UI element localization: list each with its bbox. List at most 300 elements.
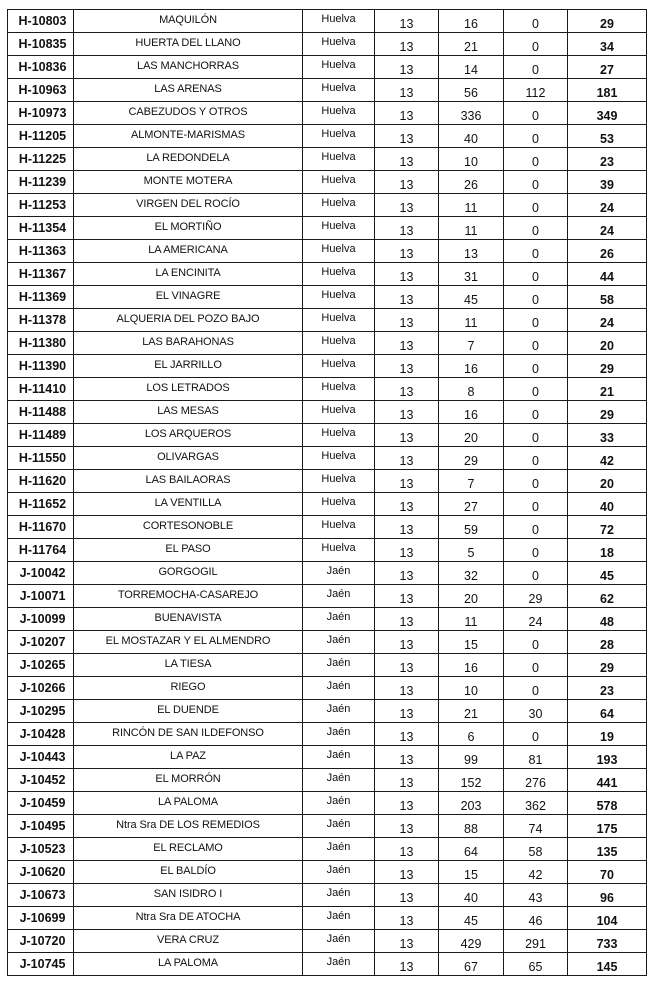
province-cell: Jaén (303, 585, 375, 608)
name-cell: ALMONTE-MARISMAS (74, 125, 303, 148)
value-a-cell: 13 (375, 263, 439, 286)
value-a-cell: 13 (375, 424, 439, 447)
value-c-cell: 0 (504, 516, 568, 539)
code-cell: H-10803 (8, 10, 74, 33)
table-row (8, 424, 647, 447)
name-cell: LA PALOMA (74, 953, 303, 976)
table-row (8, 539, 647, 562)
province-cell: Huelva (303, 355, 375, 378)
code-cell: J-10266 (8, 677, 74, 700)
total-cell: 29 (568, 401, 647, 424)
code-cell: H-11410 (8, 378, 74, 401)
value-a-cell: 13 (375, 562, 439, 585)
value-a-cell: 13 (375, 815, 439, 838)
value-b-cell: 13 (439, 240, 504, 263)
value-c-cell: 29 (504, 585, 568, 608)
name-cell: LA ENCINITA (74, 263, 303, 286)
value-a-cell: 13 (375, 217, 439, 240)
value-b-cell: 20 (439, 424, 504, 447)
name-cell: CORTESONOBLE (74, 516, 303, 539)
total-cell: 29 (568, 10, 647, 33)
total-cell: 23 (568, 677, 647, 700)
value-a-cell: 13 (375, 286, 439, 309)
total-cell: 44 (568, 263, 647, 286)
table-row (8, 355, 647, 378)
province-cell: Huelva (303, 194, 375, 217)
table-row (8, 102, 647, 125)
value-a-cell: 13 (375, 148, 439, 171)
province-cell: Jaén (303, 723, 375, 746)
value-a-cell: 13 (375, 447, 439, 470)
name-cell: EL VINAGRE (74, 286, 303, 309)
name-cell: LAS MESAS (74, 401, 303, 424)
table-row (8, 700, 647, 723)
table-row (8, 56, 647, 79)
total-cell: 39 (568, 171, 647, 194)
province-cell: Jaén (303, 608, 375, 631)
value-b-cell: 15 (439, 631, 504, 654)
value-a-cell: 13 (375, 378, 439, 401)
value-c-cell: 0 (504, 631, 568, 654)
data-table (7, 9, 647, 976)
name-cell: RIEGO (74, 677, 303, 700)
value-a-cell: 13 (375, 56, 439, 79)
value-a-cell: 13 (375, 355, 439, 378)
code-cell: H-11363 (8, 240, 74, 263)
total-cell: 175 (568, 815, 647, 838)
total-cell: 26 (568, 240, 647, 263)
table-row (8, 631, 647, 654)
table-row (8, 769, 647, 792)
code-cell: H-11239 (8, 171, 74, 194)
province-cell: Huelva (303, 148, 375, 171)
total-cell: 441 (568, 769, 647, 792)
value-a-cell: 13 (375, 125, 439, 148)
province-cell: Huelva (303, 286, 375, 309)
total-cell: 42 (568, 447, 647, 470)
value-c-cell: 0 (504, 125, 568, 148)
value-c-cell: 0 (504, 56, 568, 79)
value-b-cell: 16 (439, 10, 504, 33)
total-cell: 58 (568, 286, 647, 309)
code-cell: H-11205 (8, 125, 74, 148)
code-cell: H-10973 (8, 102, 74, 125)
total-cell: 20 (568, 332, 647, 355)
total-cell: 96 (568, 884, 647, 907)
value-a-cell: 13 (375, 401, 439, 424)
value-c-cell: 46 (504, 907, 568, 930)
total-cell: 349 (568, 102, 647, 125)
name-cell: HUERTA DEL LLANO (74, 33, 303, 56)
province-cell: Huelva (303, 102, 375, 125)
value-c-cell: 0 (504, 424, 568, 447)
value-c-cell: 0 (504, 148, 568, 171)
province-cell: Jaén (303, 884, 375, 907)
code-cell: H-11488 (8, 401, 74, 424)
value-b-cell: 14 (439, 56, 504, 79)
code-cell: J-10699 (8, 907, 74, 930)
code-cell: H-11380 (8, 332, 74, 355)
code-cell: H-11550 (8, 447, 74, 470)
value-c-cell: 362 (504, 792, 568, 815)
value-b-cell: 67 (439, 953, 504, 976)
province-cell: Huelva (303, 470, 375, 493)
table-row (8, 746, 647, 769)
table-row (8, 447, 647, 470)
name-cell: LA AMERICANA (74, 240, 303, 263)
table-row (8, 608, 647, 631)
total-cell: 33 (568, 424, 647, 447)
value-c-cell: 24 (504, 608, 568, 631)
value-b-cell: 152 (439, 769, 504, 792)
province-cell: Jaén (303, 815, 375, 838)
value-c-cell: 0 (504, 401, 568, 424)
total-cell: 29 (568, 654, 647, 677)
value-b-cell: 45 (439, 286, 504, 309)
name-cell: LA VENTILLA (74, 493, 303, 516)
table-row (8, 125, 647, 148)
value-c-cell: 42 (504, 861, 568, 884)
value-a-cell: 13 (375, 539, 439, 562)
name-cell: LA PAZ (74, 746, 303, 769)
table-row (8, 953, 647, 976)
total-cell: 70 (568, 861, 647, 884)
value-b-cell: 45 (439, 907, 504, 930)
value-a-cell: 13 (375, 171, 439, 194)
province-cell: Huelva (303, 217, 375, 240)
value-a-cell: 13 (375, 309, 439, 332)
total-cell: 578 (568, 792, 647, 815)
total-cell: 733 (568, 930, 647, 953)
province-cell: Jaén (303, 746, 375, 769)
province-cell: Jaén (303, 792, 375, 815)
code-cell: H-11764 (8, 539, 74, 562)
province-cell: Huelva (303, 332, 375, 355)
province-cell: Huelva (303, 539, 375, 562)
table-row (8, 79, 647, 102)
province-cell: Jaén (303, 907, 375, 930)
code-cell: H-11390 (8, 355, 74, 378)
code-cell: J-10452 (8, 769, 74, 792)
name-cell: EL JARRILLO (74, 355, 303, 378)
value-b-cell: 5 (439, 539, 504, 562)
province-cell: Huelva (303, 309, 375, 332)
table-row (8, 194, 647, 217)
name-cell: RINCÓN DE SAN ILDEFONSO (74, 723, 303, 746)
value-b-cell: 56 (439, 79, 504, 102)
code-cell: H-11253 (8, 194, 74, 217)
province-cell: Huelva (303, 263, 375, 286)
total-cell: 24 (568, 309, 647, 332)
table-row (8, 907, 647, 930)
value-b-cell: 29 (439, 447, 504, 470)
code-cell: H-10836 (8, 56, 74, 79)
code-cell: J-10745 (8, 953, 74, 976)
total-cell: 45 (568, 562, 647, 585)
name-cell: MAQUILÓN (74, 10, 303, 33)
name-cell: LAS BAILAORAS (74, 470, 303, 493)
name-cell: LA TIESA (74, 654, 303, 677)
value-c-cell: 0 (504, 309, 568, 332)
value-b-cell: 7 (439, 470, 504, 493)
table-row (8, 723, 647, 746)
table-row (8, 401, 647, 424)
value-b-cell: 40 (439, 125, 504, 148)
total-cell: 104 (568, 907, 647, 930)
code-cell: H-10835 (8, 33, 74, 56)
code-cell: H-11369 (8, 286, 74, 309)
name-cell: EL RECLAMO (74, 838, 303, 861)
name-cell: Ntra Sra DE LOS REMEDIOS (74, 815, 303, 838)
value-b-cell: 32 (439, 562, 504, 585)
value-c-cell: 291 (504, 930, 568, 953)
name-cell: LOS LETRADOS (74, 378, 303, 401)
value-c-cell: 0 (504, 332, 568, 355)
province-cell: Huelva (303, 79, 375, 102)
total-cell: 48 (568, 608, 647, 631)
code-cell: J-10428 (8, 723, 74, 746)
table-row (8, 33, 647, 56)
province-cell: Jaén (303, 953, 375, 976)
value-b-cell: 16 (439, 654, 504, 677)
total-cell: 53 (568, 125, 647, 148)
code-cell: H-11225 (8, 148, 74, 171)
table-row (8, 240, 647, 263)
value-a-cell: 13 (375, 33, 439, 56)
code-cell: H-11670 (8, 516, 74, 539)
table-row (8, 838, 647, 861)
table-row (8, 10, 647, 33)
value-b-cell: 203 (439, 792, 504, 815)
total-cell: 24 (568, 217, 647, 240)
value-a-cell: 13 (375, 79, 439, 102)
code-cell: H-11489 (8, 424, 74, 447)
name-cell: Ntra Sra DE ATOCHA (74, 907, 303, 930)
value-a-cell: 13 (375, 792, 439, 815)
value-a-cell: 13 (375, 953, 439, 976)
total-cell: 34 (568, 33, 647, 56)
code-cell: J-10071 (8, 585, 74, 608)
table-row (8, 332, 647, 355)
value-c-cell: 0 (504, 723, 568, 746)
code-cell: H-11367 (8, 263, 74, 286)
name-cell: GORGOGIL (74, 562, 303, 585)
value-c-cell: 74 (504, 815, 568, 838)
table-row (8, 148, 647, 171)
value-c-cell: 0 (504, 677, 568, 700)
value-a-cell: 13 (375, 585, 439, 608)
total-cell: 145 (568, 953, 647, 976)
value-b-cell: 16 (439, 401, 504, 424)
table-row (8, 930, 647, 953)
name-cell: LOS ARQUEROS (74, 424, 303, 447)
name-cell: LA REDONDELA (74, 148, 303, 171)
province-cell: Jaén (303, 631, 375, 654)
value-c-cell: 0 (504, 217, 568, 240)
value-a-cell: 13 (375, 884, 439, 907)
code-cell: J-10295 (8, 700, 74, 723)
total-cell: 20 (568, 470, 647, 493)
value-b-cell: 26 (439, 171, 504, 194)
value-b-cell: 31 (439, 263, 504, 286)
value-a-cell: 13 (375, 677, 439, 700)
province-cell: Huelva (303, 171, 375, 194)
value-c-cell: 43 (504, 884, 568, 907)
code-cell: J-10495 (8, 815, 74, 838)
code-cell: H-10963 (8, 79, 74, 102)
province-cell: Huelva (303, 125, 375, 148)
table-row (8, 516, 647, 539)
value-a-cell: 13 (375, 930, 439, 953)
value-b-cell: 6 (439, 723, 504, 746)
value-c-cell: 58 (504, 838, 568, 861)
value-c-cell: 276 (504, 769, 568, 792)
value-c-cell: 30 (504, 700, 568, 723)
value-c-cell: 0 (504, 286, 568, 309)
name-cell: EL MORRÓN (74, 769, 303, 792)
value-a-cell: 13 (375, 240, 439, 263)
table-row (8, 677, 647, 700)
province-cell: Huelva (303, 516, 375, 539)
province-cell: Jaén (303, 562, 375, 585)
code-cell: J-10099 (8, 608, 74, 631)
name-cell: VERA CRUZ (74, 930, 303, 953)
name-cell: LAS ARENAS (74, 79, 303, 102)
name-cell: EL BALDÍO (74, 861, 303, 884)
code-cell: J-10265 (8, 654, 74, 677)
value-a-cell: 13 (375, 608, 439, 631)
province-cell: Huelva (303, 378, 375, 401)
value-a-cell: 13 (375, 470, 439, 493)
value-b-cell: 11 (439, 217, 504, 240)
code-cell: H-11354 (8, 217, 74, 240)
total-cell: 64 (568, 700, 647, 723)
value-c-cell: 0 (504, 194, 568, 217)
code-cell: J-10620 (8, 861, 74, 884)
code-cell: H-11652 (8, 493, 74, 516)
value-c-cell: 0 (504, 378, 568, 401)
table-row (8, 884, 647, 907)
value-b-cell: 15 (439, 861, 504, 884)
province-cell: Huelva (303, 10, 375, 33)
province-cell: Huelva (303, 401, 375, 424)
value-b-cell: 7 (439, 332, 504, 355)
value-a-cell: 13 (375, 102, 439, 125)
value-a-cell: 13 (375, 654, 439, 677)
table-row (8, 263, 647, 286)
table-row (8, 493, 647, 516)
value-b-cell: 27 (439, 493, 504, 516)
code-cell: H-11378 (8, 309, 74, 332)
total-cell: 27 (568, 56, 647, 79)
total-cell: 40 (568, 493, 647, 516)
value-c-cell: 81 (504, 746, 568, 769)
name-cell: CABEZUDOS Y OTROS (74, 102, 303, 125)
value-c-cell: 0 (504, 355, 568, 378)
table-row (8, 217, 647, 240)
value-c-cell: 0 (504, 171, 568, 194)
total-cell: 62 (568, 585, 647, 608)
total-cell: 181 (568, 79, 647, 102)
name-cell: EL DUENDE (74, 700, 303, 723)
province-cell: Huelva (303, 33, 375, 56)
table-body (8, 10, 647, 976)
value-a-cell: 13 (375, 861, 439, 884)
table-row (8, 792, 647, 815)
value-b-cell: 429 (439, 930, 504, 953)
table-row (8, 585, 647, 608)
value-c-cell: 0 (504, 102, 568, 125)
value-a-cell: 13 (375, 746, 439, 769)
province-cell: Huelva (303, 493, 375, 516)
value-c-cell: 0 (504, 240, 568, 263)
value-b-cell: 21 (439, 700, 504, 723)
name-cell: LAS MANCHORRAS (74, 56, 303, 79)
code-cell: J-10523 (8, 838, 74, 861)
value-c-cell: 112 (504, 79, 568, 102)
total-cell: 28 (568, 631, 647, 654)
province-cell: Jaén (303, 769, 375, 792)
name-cell: BUENAVISTA (74, 608, 303, 631)
value-a-cell: 13 (375, 907, 439, 930)
value-b-cell: 40 (439, 884, 504, 907)
value-c-cell: 0 (504, 447, 568, 470)
value-a-cell: 13 (375, 838, 439, 861)
province-cell: Jaén (303, 654, 375, 677)
value-c-cell: 0 (504, 562, 568, 585)
value-c-cell: 0 (504, 539, 568, 562)
value-b-cell: 336 (439, 102, 504, 125)
code-cell: J-10720 (8, 930, 74, 953)
value-b-cell: 10 (439, 677, 504, 700)
value-a-cell: 13 (375, 723, 439, 746)
name-cell: EL MOSTAZAR Y EL ALMENDRO (74, 631, 303, 654)
table-row (8, 309, 647, 332)
name-cell: TORREMOCHA-CASAREJO (74, 585, 303, 608)
value-b-cell: 64 (439, 838, 504, 861)
value-c-cell: 0 (504, 493, 568, 516)
name-cell: LA PALOMA (74, 792, 303, 815)
value-a-cell: 13 (375, 631, 439, 654)
name-cell: VIRGEN DEL ROCÍO (74, 194, 303, 217)
value-b-cell: 59 (439, 516, 504, 539)
value-a-cell: 13 (375, 493, 439, 516)
name-cell: ALQUERIA DEL POZO BAJO (74, 309, 303, 332)
table-row (8, 654, 647, 677)
value-b-cell: 11 (439, 194, 504, 217)
value-a-cell: 13 (375, 769, 439, 792)
total-cell: 19 (568, 723, 647, 746)
total-cell: 135 (568, 838, 647, 861)
table-row (8, 861, 647, 884)
total-cell: 18 (568, 539, 647, 562)
province-cell: Huelva (303, 424, 375, 447)
value-a-cell: 13 (375, 10, 439, 33)
value-a-cell: 13 (375, 516, 439, 539)
value-c-cell: 0 (504, 10, 568, 33)
name-cell: MONTE MOTERA (74, 171, 303, 194)
province-cell: Jaén (303, 930, 375, 953)
value-a-cell: 13 (375, 332, 439, 355)
value-c-cell: 0 (504, 654, 568, 677)
province-cell: Jaén (303, 700, 375, 723)
total-cell: 24 (568, 194, 647, 217)
code-cell: J-10673 (8, 884, 74, 907)
value-b-cell: 10 (439, 148, 504, 171)
province-cell: Huelva (303, 447, 375, 470)
name-cell: EL PASO (74, 539, 303, 562)
table-row (8, 470, 647, 493)
